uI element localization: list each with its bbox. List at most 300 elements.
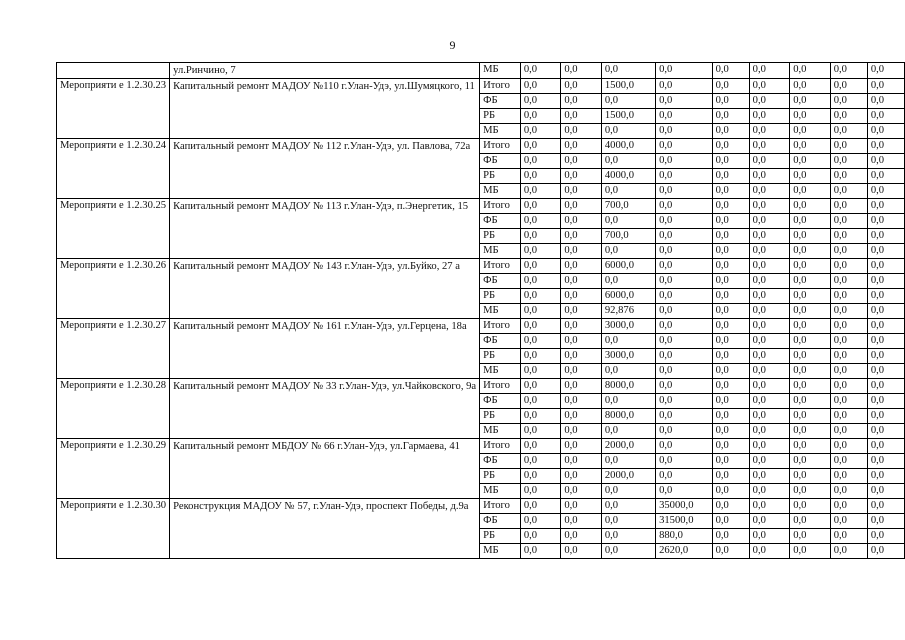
value-cell: 6000,0: [601, 289, 655, 304]
value-cell: 0,0: [830, 364, 867, 379]
funding-source-cell: МБ: [480, 424, 521, 439]
value-cell: 0,0: [749, 304, 790, 319]
value-cell: 0,0: [749, 409, 790, 424]
value-cell: 0,0: [712, 304, 749, 319]
value-cell: 0,0: [749, 79, 790, 94]
value-cell: 0,0: [561, 199, 602, 214]
funding-source-cell: Итого: [480, 199, 521, 214]
value-cell: 0,0: [790, 439, 831, 454]
value-cell: 0,0: [561, 424, 602, 439]
value-cell: 0,0: [712, 319, 749, 334]
measure-code-cell: Мероприяти е 1.2.30.23: [57, 79, 170, 139]
value-cell: 0,0: [520, 334, 561, 349]
value-cell: 0,0: [749, 199, 790, 214]
value-cell: 0,0: [867, 439, 904, 454]
value-cell: 0,0: [520, 319, 561, 334]
measure-code-cell: Мероприяти е 1.2.30.26: [57, 259, 170, 319]
value-cell: 1500,0: [601, 109, 655, 124]
table-row: [57, 79, 905, 94]
value-cell: 0,0: [601, 124, 655, 139]
value-cell: 0,0: [656, 274, 713, 289]
funding-source-cell: РБ: [480, 469, 521, 484]
value-cell: 0,0: [561, 544, 602, 559]
funding-source-cell: РБ: [480, 289, 521, 304]
value-cell: 0,0: [656, 124, 713, 139]
value-cell: 0,0: [830, 514, 867, 529]
value-cell: 0,0: [601, 334, 655, 349]
value-cell: 0,0: [867, 529, 904, 544]
value-cell: 0,0: [749, 214, 790, 229]
value-cell: 0,0: [712, 259, 749, 274]
funding-source-cell: МБ: [480, 63, 521, 79]
value-cell: 0,0: [790, 484, 831, 499]
value-cell: 92,876: [601, 304, 655, 319]
value-cell: 0,0: [656, 469, 713, 484]
value-cell: 0,0: [712, 274, 749, 289]
value-cell: 0,0: [712, 334, 749, 349]
value-cell: 0,0: [601, 244, 655, 259]
value-cell: 0,0: [749, 94, 790, 109]
value-cell: 0,0: [656, 349, 713, 364]
value-cell: 0,0: [790, 154, 831, 169]
funding-source-cell: РБ: [480, 349, 521, 364]
value-cell: 700,0: [601, 229, 655, 244]
funding-source-cell: Итого: [480, 79, 521, 94]
funding-source-cell: ФБ: [480, 274, 521, 289]
value-cell: 0,0: [790, 364, 831, 379]
value-cell: 0,0: [712, 394, 749, 409]
value-cell: 0,0: [520, 214, 561, 229]
funding-source-cell: МБ: [480, 184, 521, 199]
value-cell: 0,0: [656, 409, 713, 424]
value-cell: 0,0: [561, 184, 602, 199]
value-cell: 0,0: [867, 244, 904, 259]
value-cell: 0,0: [867, 499, 904, 514]
measure-code-cell: Мероприяти е 1.2.30.30: [57, 499, 170, 559]
value-cell: 3000,0: [601, 319, 655, 334]
value-cell: 0,0: [830, 424, 867, 439]
value-cell: 0,0: [712, 199, 749, 214]
measure-name-cell: Реконструкция МАДОУ № 57, г.Улан-Удэ, проспект Победы, д.9а: [170, 499, 480, 559]
value-cell: 0,0: [867, 169, 904, 184]
funding-source-cell: РБ: [480, 409, 521, 424]
value-cell: 0,0: [830, 199, 867, 214]
value-cell: 0,0: [790, 544, 831, 559]
value-cell: 0,0: [867, 364, 904, 379]
value-cell: 0,0: [656, 244, 713, 259]
value-cell: 0,0: [656, 63, 713, 79]
value-cell: 0,0: [520, 439, 561, 454]
value-cell: 0,0: [749, 169, 790, 184]
value-cell: 0,0: [830, 319, 867, 334]
value-cell: 0,0: [561, 469, 602, 484]
value-cell: 4000,0: [601, 169, 655, 184]
value-cell: 0,0: [830, 469, 867, 484]
value-cell: 0,0: [867, 334, 904, 349]
value-cell: 0,0: [561, 484, 602, 499]
value-cell: 0,0: [749, 394, 790, 409]
value-cell: 0,0: [790, 199, 831, 214]
value-cell: 0,0: [520, 244, 561, 259]
measure-name-cell: Капитальный ремонт МАДОУ №110 г.Улан-Удэ, ул.Шумяцкого, 11: [170, 79, 480, 139]
value-cell: 0,0: [561, 229, 602, 244]
value-cell: 0,0: [830, 439, 867, 454]
value-cell: 0,0: [520, 154, 561, 169]
table-row: [57, 259, 905, 274]
value-cell: 0,0: [867, 229, 904, 244]
value-cell: 0,0: [749, 514, 790, 529]
value-cell: 880,0: [656, 529, 713, 544]
value-cell: 0,0: [790, 229, 831, 244]
value-cell: 0,0: [712, 169, 749, 184]
value-cell: 0,0: [601, 529, 655, 544]
value-cell: 0,0: [749, 439, 790, 454]
value-cell: 0,0: [561, 364, 602, 379]
funding-source-cell: ФБ: [480, 154, 521, 169]
value-cell: 0,0: [601, 394, 655, 409]
funding-source-cell: Итого: [480, 439, 521, 454]
value-cell: 0,0: [601, 484, 655, 499]
value-cell: 0,0: [656, 394, 713, 409]
value-cell: 0,0: [561, 63, 602, 79]
value-cell: 0,0: [790, 469, 831, 484]
value-cell: 0,0: [830, 529, 867, 544]
value-cell: 0,0: [790, 259, 831, 274]
value-cell: 31500,0: [656, 514, 713, 529]
value-cell: 0,0: [656, 319, 713, 334]
value-cell: 0,0: [867, 319, 904, 334]
value-cell: 0,0: [790, 289, 831, 304]
value-cell: 0,0: [830, 63, 867, 79]
value-cell: 0,0: [790, 169, 831, 184]
value-cell: 0,0: [520, 139, 561, 154]
value-cell: 0,0: [561, 154, 602, 169]
value-cell: 0,0: [867, 514, 904, 529]
value-cell: 0,0: [712, 439, 749, 454]
page-number: 9: [449, 38, 456, 52]
funding-source-cell: Итого: [480, 319, 521, 334]
value-cell: 8000,0: [601, 409, 655, 424]
value-cell: 0,0: [790, 94, 831, 109]
funding-source-cell: Итого: [480, 259, 521, 274]
measure-name-cell: Капитальный ремонт МАДОУ № 33 г.Улан-Удэ, ул.Чайковского, 9а: [170, 379, 480, 439]
value-cell: 0,0: [830, 454, 867, 469]
value-cell: 0,0: [520, 289, 561, 304]
value-cell: 0,0: [656, 199, 713, 214]
value-cell: 0,0: [656, 94, 713, 109]
value-cell: 0,0: [749, 244, 790, 259]
value-cell: 0,0: [601, 544, 655, 559]
value-cell: 0,0: [520, 184, 561, 199]
value-cell: 0,0: [830, 484, 867, 499]
value-cell: 0,0: [830, 214, 867, 229]
value-cell: 0,0: [656, 139, 713, 154]
value-cell: 0,0: [656, 259, 713, 274]
value-cell: 0,0: [830, 274, 867, 289]
value-cell: 0,0: [867, 154, 904, 169]
value-cell: 0,0: [561, 514, 602, 529]
value-cell: 0,0: [830, 349, 867, 364]
value-cell: 0,0: [867, 289, 904, 304]
value-cell: 0,0: [656, 79, 713, 94]
value-cell: 0,0: [561, 274, 602, 289]
value-cell: 0,0: [561, 334, 602, 349]
value-cell: 0,0: [520, 124, 561, 139]
value-cell: 0,0: [749, 499, 790, 514]
value-cell: 0,0: [749, 229, 790, 244]
value-cell: 0,0: [830, 94, 867, 109]
value-cell: 0,0: [520, 499, 561, 514]
value-cell: 0,0: [520, 379, 561, 394]
value-cell: 0,0: [656, 289, 713, 304]
value-cell: 0,0: [790, 79, 831, 94]
value-cell: 0,0: [712, 184, 749, 199]
value-cell: 0,0: [790, 394, 831, 409]
value-cell: 0,0: [790, 244, 831, 259]
funding-source-cell: ФБ: [480, 94, 521, 109]
value-cell: 0,0: [790, 109, 831, 124]
value-cell: 0,0: [712, 544, 749, 559]
value-cell: 0,0: [712, 109, 749, 124]
value-cell: 0,0: [601, 454, 655, 469]
funding-source-cell: МБ: [480, 484, 521, 499]
value-cell: 0,0: [790, 304, 831, 319]
value-cell: 1500,0: [601, 79, 655, 94]
value-cell: 0,0: [867, 349, 904, 364]
value-cell: 0,0: [561, 379, 602, 394]
value-cell: 0,0: [601, 274, 655, 289]
measure-name-cell: ул.Ринчино, 7: [170, 63, 480, 79]
value-cell: 0,0: [790, 514, 831, 529]
value-cell: 0,0: [867, 409, 904, 424]
value-cell: 0,0: [790, 424, 831, 439]
value-cell: 0,0: [712, 79, 749, 94]
value-cell: 0,0: [749, 63, 790, 79]
funding-source-cell: МБ: [480, 304, 521, 319]
table-row: [57, 319, 905, 334]
value-cell: 0,0: [830, 124, 867, 139]
value-cell: 0,0: [749, 274, 790, 289]
value-cell: 0,0: [712, 514, 749, 529]
value-cell: 0,0: [520, 484, 561, 499]
value-cell: 0,0: [790, 499, 831, 514]
value-cell: 0,0: [712, 484, 749, 499]
value-cell: 0,0: [561, 349, 602, 364]
value-cell: 0,0: [656, 454, 713, 469]
value-cell: 0,0: [656, 424, 713, 439]
value-cell: 0,0: [749, 124, 790, 139]
value-cell: 0,0: [867, 94, 904, 109]
value-cell: 0,0: [712, 379, 749, 394]
value-cell: 0,0: [712, 94, 749, 109]
value-cell: 0,0: [656, 334, 713, 349]
value-cell: 0,0: [520, 514, 561, 529]
value-cell: 0,0: [867, 214, 904, 229]
value-cell: 0,0: [520, 63, 561, 79]
value-cell: 0,0: [656, 154, 713, 169]
value-cell: 0,0: [561, 124, 602, 139]
value-cell: 0,0: [712, 229, 749, 244]
funding-source-cell: РБ: [480, 529, 521, 544]
value-cell: 0,0: [561, 109, 602, 124]
value-cell: 0,0: [749, 319, 790, 334]
value-cell: 0,0: [867, 79, 904, 94]
measure-code-cell: [57, 63, 170, 79]
value-cell: 0,0: [561, 94, 602, 109]
value-cell: 0,0: [867, 379, 904, 394]
value-cell: 0,0: [656, 439, 713, 454]
value-cell: 0,0: [790, 334, 831, 349]
funding-source-cell: РБ: [480, 109, 521, 124]
measure-name-cell: Капитальный ремонт МАДОУ № 161 г.Улан-Удэ, ул.Герцена, 18а: [170, 319, 480, 379]
value-cell: 0,0: [656, 169, 713, 184]
value-cell: 0,0: [749, 139, 790, 154]
value-cell: 0,0: [561, 529, 602, 544]
value-cell: 0,0: [867, 63, 904, 79]
value-cell: 0,0: [520, 364, 561, 379]
value-cell: 0,0: [830, 109, 867, 124]
value-cell: 0,0: [656, 364, 713, 379]
value-cell: 0,0: [712, 214, 749, 229]
value-cell: 0,0: [749, 154, 790, 169]
measure-name-cell: Капитальный ремонт МАДОУ № 113 г.Улан-Удэ, п.Энергетик, 15: [170, 199, 480, 259]
value-cell: 0,0: [520, 229, 561, 244]
value-cell: 2000,0: [601, 439, 655, 454]
value-cell: 0,0: [830, 244, 867, 259]
value-cell: 0,0: [712, 244, 749, 259]
measure-name-cell: Капитальный ремонт МБДОУ № 66 г.Улан-Удэ, ул.Гармаева, 41: [170, 439, 480, 499]
value-cell: 0,0: [749, 334, 790, 349]
value-cell: 0,0: [520, 169, 561, 184]
value-cell: 0,0: [867, 184, 904, 199]
value-cell: 0,0: [830, 394, 867, 409]
value-cell: 0,0: [712, 289, 749, 304]
value-cell: 3000,0: [601, 349, 655, 364]
value-cell: 0,0: [749, 424, 790, 439]
value-cell: 0,0: [712, 139, 749, 154]
measure-name-cell: Капитальный ремонт МАДОУ № 143 г.Улан-Удэ, ул.Буйко, 27 а: [170, 259, 480, 319]
value-cell: 0,0: [520, 394, 561, 409]
funding-source-cell: Итого: [480, 499, 521, 514]
value-cell: 0,0: [790, 63, 831, 79]
value-cell: 0,0: [520, 544, 561, 559]
value-cell: 0,0: [790, 139, 831, 154]
value-cell: 0,0: [790, 124, 831, 139]
value-cell: 0,0: [520, 259, 561, 274]
value-cell: 0,0: [867, 259, 904, 274]
measure-code-cell: Мероприяти е 1.2.30.29: [57, 439, 170, 499]
value-cell: 0,0: [520, 469, 561, 484]
value-cell: 0,0: [561, 409, 602, 424]
value-cell: 0,0: [561, 454, 602, 469]
value-cell: 2620,0: [656, 544, 713, 559]
funding-source-cell: МБ: [480, 244, 521, 259]
value-cell: 0,0: [561, 319, 602, 334]
value-cell: 0,0: [601, 499, 655, 514]
table-body: [57, 63, 905, 559]
value-cell: 0,0: [830, 499, 867, 514]
value-cell: 0,0: [790, 319, 831, 334]
value-cell: 0,0: [749, 259, 790, 274]
value-cell: 0,0: [749, 379, 790, 394]
value-cell: 0,0: [749, 529, 790, 544]
funding-source-cell: ФБ: [480, 454, 521, 469]
value-cell: 0,0: [712, 499, 749, 514]
value-cell: 0,0: [830, 139, 867, 154]
value-cell: 0,0: [830, 154, 867, 169]
value-cell: 8000,0: [601, 379, 655, 394]
value-cell: 0,0: [656, 184, 713, 199]
value-cell: 0,0: [830, 169, 867, 184]
value-cell: 0,0: [656, 304, 713, 319]
value-cell: 0,0: [867, 274, 904, 289]
value-cell: 0,0: [830, 379, 867, 394]
value-cell: 0,0: [561, 244, 602, 259]
value-cell: 0,0: [520, 79, 561, 94]
table-row: [57, 499, 905, 514]
value-cell: 0,0: [561, 259, 602, 274]
value-cell: 0,0: [867, 199, 904, 214]
funding-source-cell: МБ: [480, 124, 521, 139]
value-cell: 4000,0: [601, 139, 655, 154]
value-cell: 0,0: [520, 304, 561, 319]
value-cell: 0,0: [712, 63, 749, 79]
measure-name-cell: Капитальный ремонт МАДОУ № 112 г.Улан-Удэ, ул. Павлова, 72а: [170, 139, 480, 199]
value-cell: 0,0: [830, 184, 867, 199]
value-cell: 0,0: [601, 63, 655, 79]
value-cell: 0,0: [867, 124, 904, 139]
value-cell: 0,0: [601, 184, 655, 199]
value-cell: 0,0: [601, 364, 655, 379]
value-cell: 0,0: [520, 529, 561, 544]
value-cell: 0,0: [830, 259, 867, 274]
value-cell: 0,0: [830, 334, 867, 349]
measure-code-cell: Мероприяти е 1.2.30.25: [57, 199, 170, 259]
value-cell: 0,0: [712, 124, 749, 139]
value-cell: 0,0: [867, 469, 904, 484]
value-cell: 0,0: [749, 484, 790, 499]
value-cell: 6000,0: [601, 259, 655, 274]
value-cell: 0,0: [656, 109, 713, 124]
funding-source-cell: Итого: [480, 379, 521, 394]
table-row: [57, 63, 905, 79]
value-cell: 0,0: [867, 139, 904, 154]
value-cell: 0,0: [830, 79, 867, 94]
value-cell: 0,0: [601, 94, 655, 109]
value-cell: 0,0: [656, 229, 713, 244]
funding-source-cell: ФБ: [480, 514, 521, 529]
value-cell: 0,0: [749, 454, 790, 469]
value-cell: 0,0: [561, 289, 602, 304]
value-cell: 0,0: [830, 409, 867, 424]
value-cell: 0,0: [601, 214, 655, 229]
value-cell: 0,0: [867, 304, 904, 319]
funding-source-cell: ФБ: [480, 334, 521, 349]
value-cell: 0,0: [520, 109, 561, 124]
funding-source-cell: МБ: [480, 544, 521, 559]
value-cell: 0,0: [790, 214, 831, 229]
value-cell: 0,0: [830, 304, 867, 319]
value-cell: 0,0: [867, 109, 904, 124]
value-cell: 35000,0: [656, 499, 713, 514]
value-cell: 0,0: [712, 424, 749, 439]
value-cell: 0,0: [520, 349, 561, 364]
value-cell: 0,0: [867, 424, 904, 439]
value-cell: 0,0: [561, 139, 602, 154]
value-cell: 0,0: [561, 394, 602, 409]
funding-source-cell: МБ: [480, 364, 521, 379]
value-cell: 0,0: [561, 499, 602, 514]
